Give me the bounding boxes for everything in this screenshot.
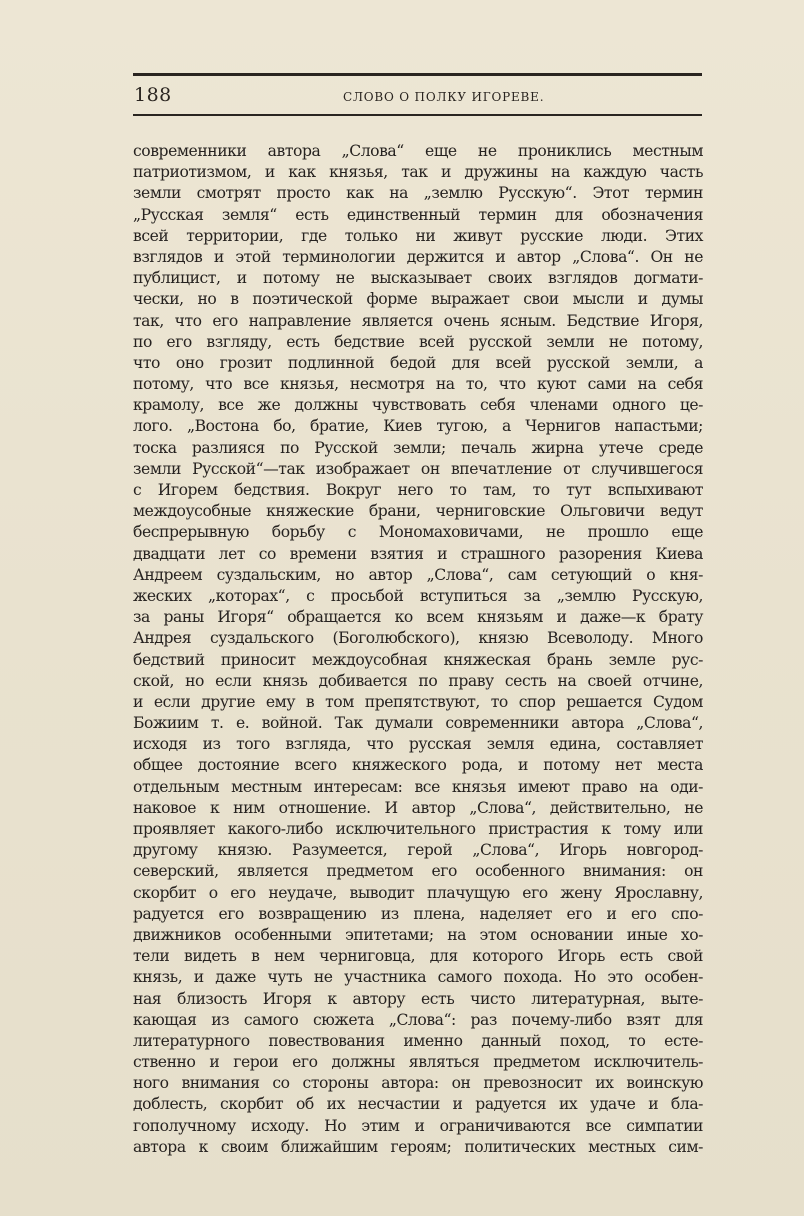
text-line: радуется его возвращению из плена, наделяет его и его спо-: [133, 904, 703, 923]
running-title: СЛОВО О ПОЛКУ ИГОРЕВЕ.: [343, 90, 545, 104]
header-rule-bottom: [133, 114, 702, 116]
text-line: доблесть, скорбит об их несчастии и радуется их удаче и бла-: [133, 1095, 703, 1114]
text-line: ного внимания со стороны автора: он превозносит их воинскую: [133, 1074, 703, 1093]
header-rule-top: [133, 73, 702, 76]
text-line: скорбит о его неудаче, выводит плачущую его жену Ярославну,: [133, 883, 703, 902]
text-line: другому князю. Разумеется, герой „Слова“, Игорь новгород-: [133, 841, 703, 860]
text-line: беспрерывную борьбу с Мономаховичами, не прошло еще: [133, 523, 703, 542]
text-line: что оно грозит подлинной бедой для всей русской земли, а: [133, 353, 703, 372]
text-line: северский, является предметом его особенного внимания: он: [133, 862, 703, 881]
text-line: кающая из самого сюжета „Слова“: раз почему-либо взят для: [133, 1010, 703, 1029]
text-line: по его взгляду, есть бедствие всей русской земли не потому,: [133, 332, 703, 351]
text-line: ная близость Игоря к автору есть чисто литературная, выте-: [133, 989, 703, 1008]
text-line: исходя из того взгляда, что русская земля едина, составляет: [133, 735, 703, 754]
text-line: ской, но если князь добивается по праву сесть на своей отчине,: [133, 671, 703, 690]
text-line: Андреем суздальским, но автор „Слова“, сам сетующий о кня-: [133, 565, 703, 584]
text-line: наковое к ним отношение. И автор „Слова“, действительно, не: [133, 798, 703, 817]
text-line: ственно и герои его должны являться предметом исключитель-: [133, 1053, 703, 1072]
text-line: всей территории, где только ни живут русские люди. Этих: [133, 226, 703, 245]
text-line: за раны Игоря“ обращается ко всем князьям и даже—к брату: [133, 608, 703, 627]
text-line: Андрея суздальского (Боголюбского), князю Всеволоду. Много: [133, 629, 703, 648]
text-line: гополучному исходу. Но этим и ограничиваются все симпатии: [133, 1116, 703, 1135]
page-number: 188: [134, 84, 172, 106]
text-line: современники автора „Слова“ еще не прониклись местным: [133, 142, 703, 160]
text-line: движников особенными эпитетами; на этом основании иные хо-: [133, 925, 703, 944]
text-line: тели видеть в нем черниговца, для которого Игорь есть свой: [133, 947, 703, 966]
text-line: земли смотрят просто как на „землю Русскую“. Этот термин: [133, 184, 703, 203]
text-line: земли Русской“—так изображает он впечатление от случившегося: [133, 459, 703, 478]
text-line: так, что его направление является очень ясным. Бедствие Игоря,: [133, 311, 703, 330]
text-line: князь, и даже чуть не участника самого похода. Но это особен-: [133, 968, 703, 987]
text-line: междоусобные княжеские брани, черниговские Ольговичи ведут: [133, 502, 703, 521]
text-line: отдельным местным интересам: все князья имеют право на оди-: [133, 777, 703, 796]
text-line: жеских „которах“, с просьбой вступиться за „землю Русскую,: [133, 586, 703, 605]
text-line: лого. „Востона бо, братие, Киев тугою, а Чернигов напастьми;: [133, 417, 703, 436]
text-line: проявляет какого-либо исключительного пристрастия к тому или: [133, 820, 703, 838]
text-line: литературного повествования именно данный поход, то есте-: [133, 1031, 703, 1050]
text-line: общее достояние всего княжеского рода, и потому нет места: [133, 756, 703, 775]
text-line: бедствий приносит междоусобная княжеская брань земле рус-: [133, 650, 703, 669]
text-line: потому, что все князья, несмотря на то, что куют сами на себя: [133, 375, 703, 394]
text-line: Божиим т. е. войной. Так думали современники автора „Слова“,: [133, 714, 703, 733]
text-line: крамолу, все же должны чувствовать себя членами одного це-: [133, 396, 703, 415]
text-line: чески, но в поэтической форме выражает свои мысли и думы: [133, 290, 703, 309]
text-line: с Игорем бедствия. Вокруг него то там, то тут вспыхивают: [133, 481, 703, 499]
text-line: публицист, и потому не высказывает своих взглядов догмати-: [133, 269, 703, 288]
text-line: и если другие ему в том препятствуют, то спор решается Судом: [133, 692, 703, 711]
text-line: автора к своим ближайшим героям; политических местных сим-: [133, 1137, 703, 1156]
text-line: двадцати лет со времени взятия и страшного разорения Киева: [133, 544, 703, 563]
text-line: взглядов и этой терминологии держится и автор „Слова“. Он не: [133, 247, 703, 266]
text-line: тоска разлияся по Русской земли; печаль жирна утече среде: [133, 438, 703, 457]
text-line: патриотизмом, и как князья, так и дружины на каждую часть: [133, 163, 703, 182]
body-text: [133, 141, 703, 1158]
text-line: „Русская земля“ есть единственный термин для обозначения: [133, 205, 703, 224]
